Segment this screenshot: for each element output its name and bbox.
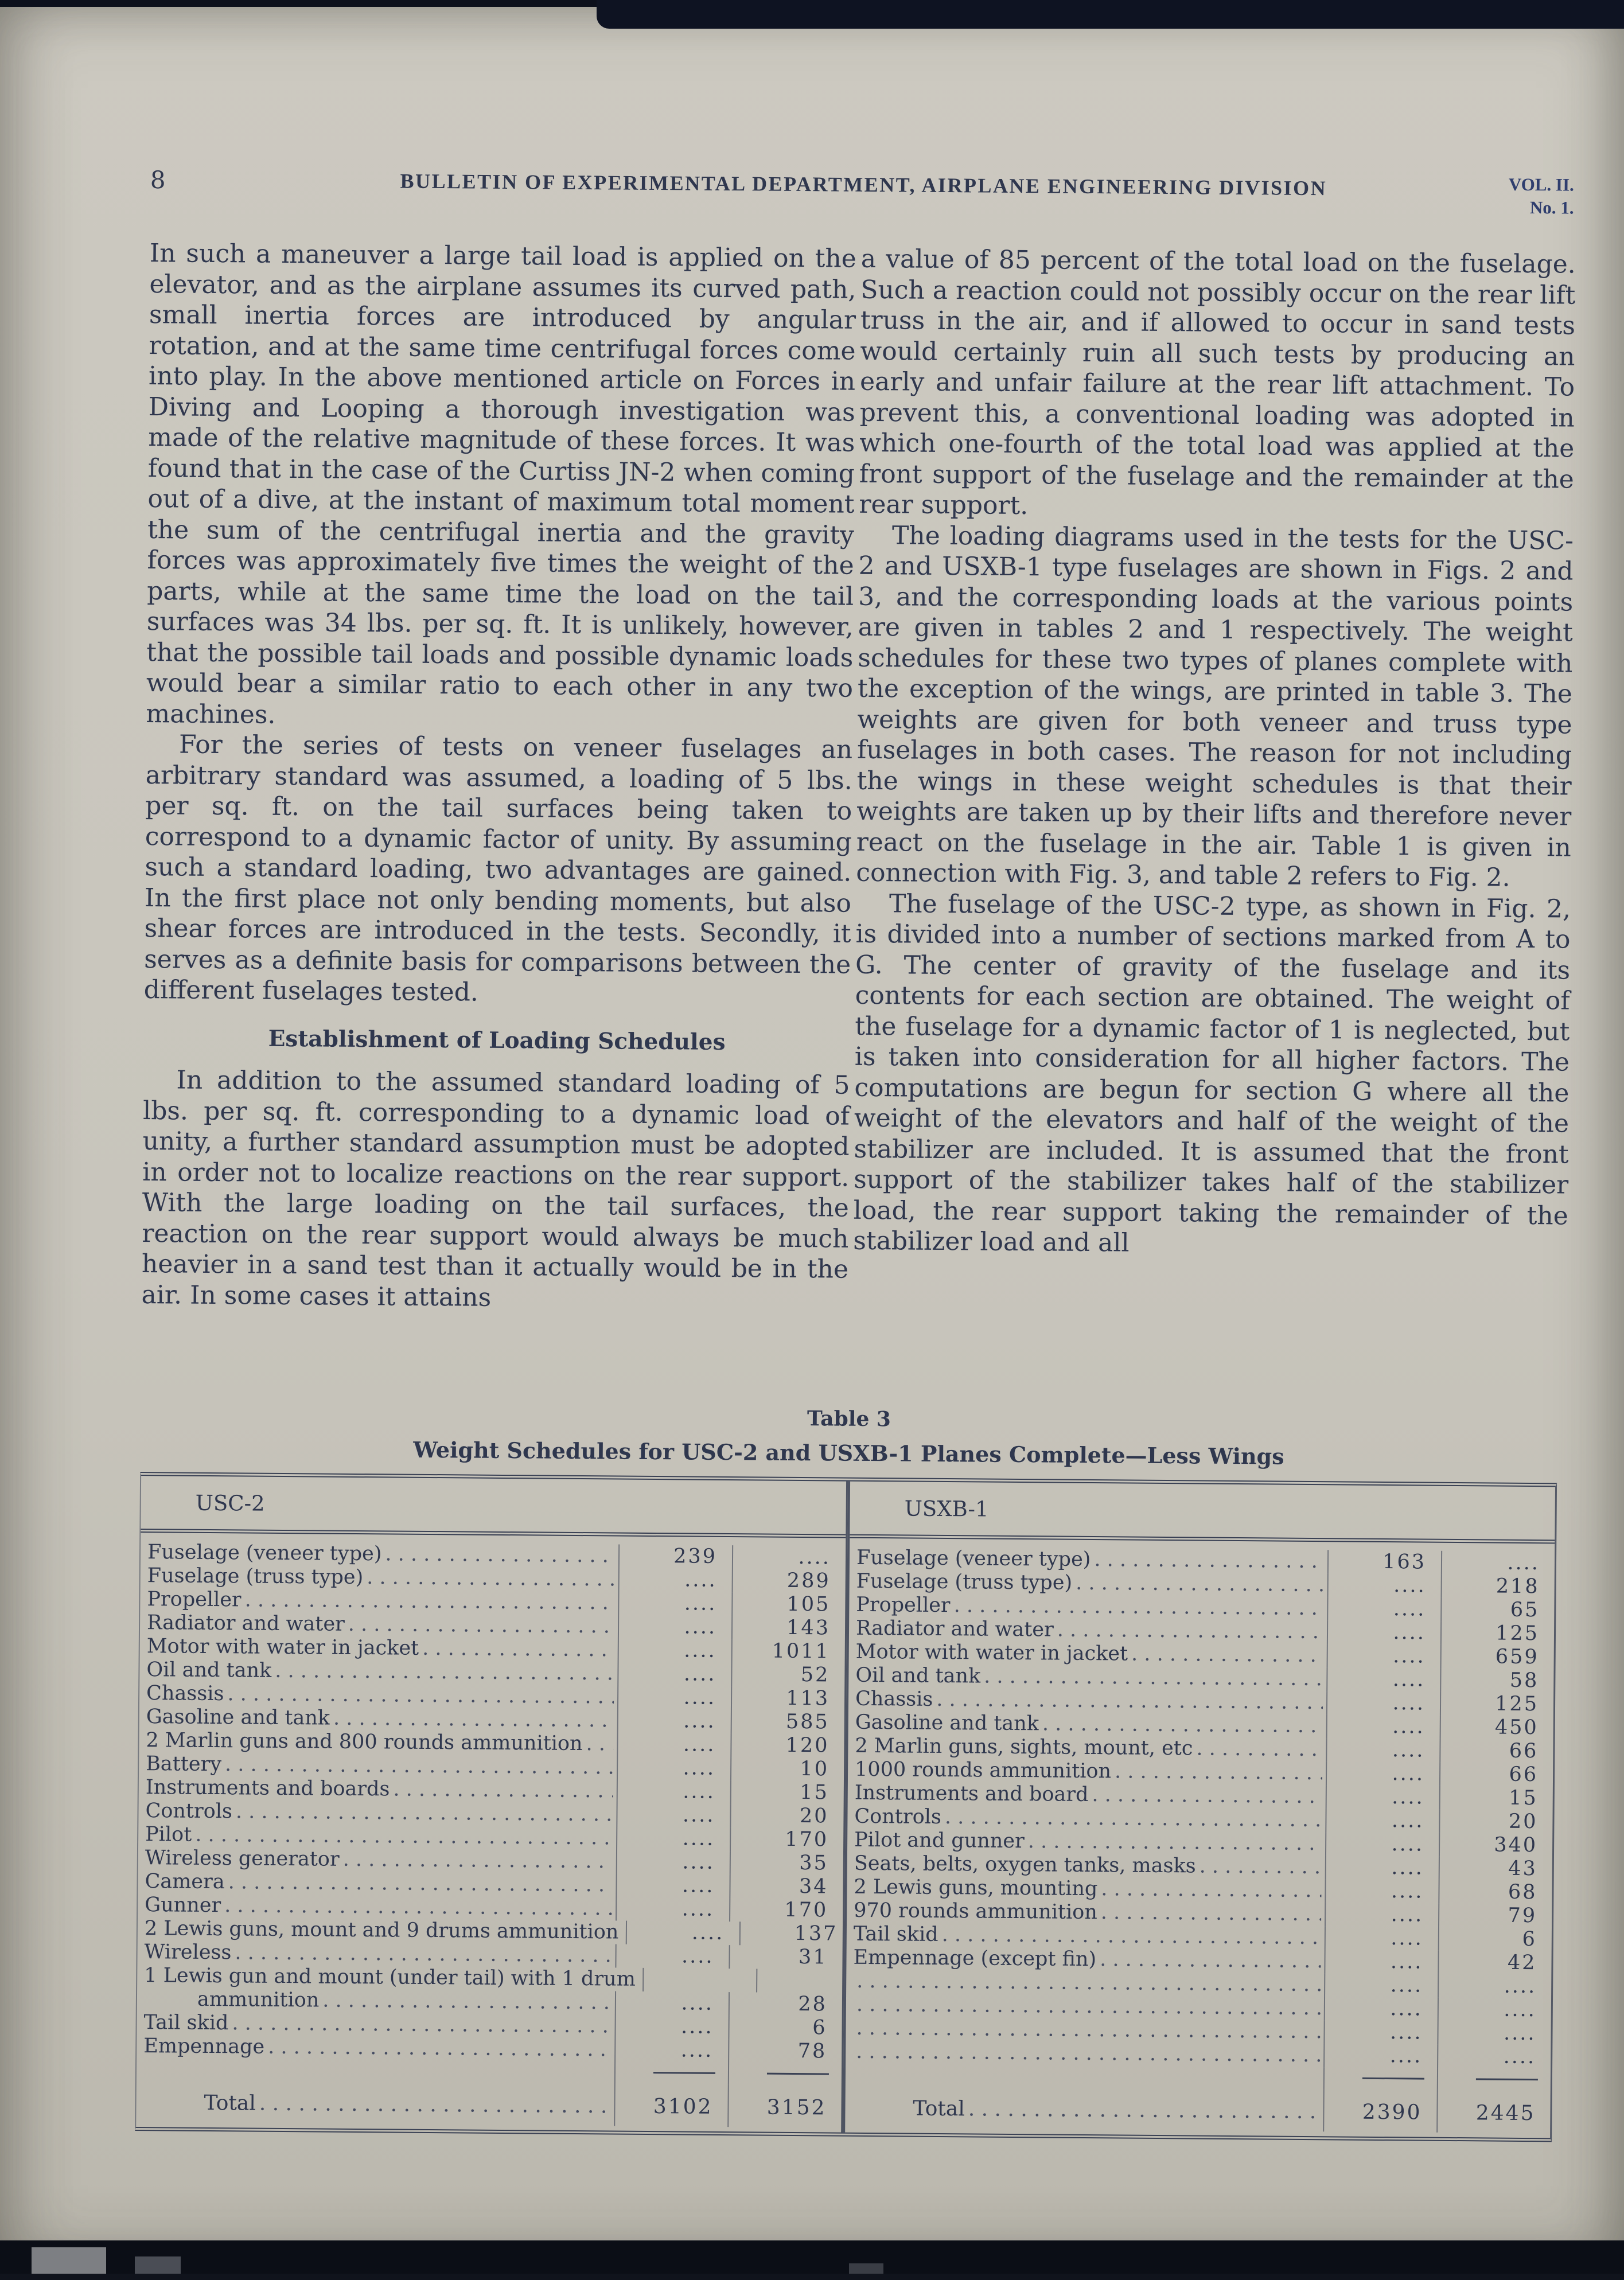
volume-issue — [1450, 173, 1574, 220]
table3-subtitle: Weight Schedules for USC-2 and USXB-1 Planes Complete—Less Wings — [140, 1435, 1557, 1471]
row-label: Wireless generator — [138, 1846, 340, 1872]
veneer-weight-cell: .... — [616, 1827, 730, 1852]
row-label: Propeller — [140, 1588, 242, 1612]
truss-weight-cell — [728, 2063, 842, 2086]
row-label: Oil and tank — [848, 1664, 980, 1689]
row-label: Tail skid — [137, 2011, 228, 2035]
veneer-weight-cell: .... — [1327, 1597, 1440, 1622]
truss-weight-cell: 42 — [1438, 1951, 1551, 1975]
photo-bottom-artifact — [849, 2263, 883, 2274]
column-left — [141, 238, 856, 1316]
veneer-weight-cell: 3102 — [614, 2084, 728, 2127]
truss-weight-cell: 125 — [1440, 1622, 1554, 1646]
truss-weight-cell: 1011 — [731, 1639, 845, 1664]
truss-weight-cell: 170 — [730, 1827, 843, 1852]
truss-weight-cell: 3152 — [727, 2084, 842, 2128]
veneer-weight-cell: .... — [1324, 1973, 1438, 1998]
veneer-weight-cell: .... — [617, 1686, 731, 1710]
dot-leader — [941, 1923, 1321, 1950]
veneer-weight-cell: .... — [1325, 1856, 1439, 1880]
veneer-weight-cell: .... — [1325, 1809, 1439, 1833]
veneer-weight-cell: .... — [617, 1709, 731, 1734]
truss-weight-cell: 43 — [1439, 1857, 1552, 1881]
row-label: Propeller — [849, 1593, 951, 1618]
dot-leader — [1094, 1548, 1324, 1573]
row-label: Fuselage (veneer type) — [850, 1546, 1091, 1572]
veneer-weight-cell: .... — [1326, 1691, 1440, 1716]
dot-leader — [1101, 1877, 1321, 1903]
header-title: BULLETIN OF EXPERIMENTAL DEPARTMENT, AIRPLANE ENGINEERING DIVISION — [276, 163, 1451, 201]
veneer-weight-cell: .... — [1324, 1997, 1438, 2021]
row-label: Gunner — [138, 1893, 221, 1917]
page-number: 8 — [150, 162, 276, 195]
row-label: Chassis — [848, 1687, 933, 1712]
dot-leader — [385, 1542, 615, 1568]
dot-leader — [227, 1682, 614, 1709]
truss-weight-cell: 10 — [730, 1757, 844, 1782]
table-row — [845, 2086, 1551, 2134]
column-right — [853, 244, 1576, 1262]
veneer-weight-cell: .... — [618, 1615, 731, 1640]
veneer-weight-cell: .... — [1326, 1785, 1439, 1810]
truss-weight-cell — [1437, 2068, 1551, 2091]
veneer-weight-cell: .... — [1323, 2020, 1437, 2045]
veneer-weight-cell: .... — [617, 1662, 731, 1687]
dot-leader — [945, 1806, 1322, 1832]
truss-weight-cell: .... — [732, 1545, 846, 1570]
veneer-weight-cell: .... — [617, 1756, 730, 1781]
veneer-weight-cell: .... — [615, 1944, 729, 1969]
veneer-weight-cell: 239 — [618, 1545, 732, 1569]
dot-leader — [367, 1566, 615, 1591]
row-label: Oil and tank — [139, 1658, 271, 1683]
dot-leader — [1115, 1760, 1322, 1785]
veneer-weight-cell: .... — [1324, 1950, 1438, 1974]
table3-usc2 — [136, 1476, 848, 2133]
veneer-weight-cell: .... — [1327, 1620, 1440, 1645]
dot-leader — [275, 1659, 614, 1686]
row-label: 2 Lewis guns, mount and 9 drums ammunition — [138, 1917, 619, 1944]
row-label: Empennage (except fin) — [846, 1946, 1096, 1971]
veneer-weight-cell: .... — [1327, 1573, 1441, 1598]
row-label: Controls — [847, 1805, 941, 1829]
truss-weight-cell: 68 — [1438, 1880, 1552, 1905]
veneer-weight-cell: .... — [616, 1850, 730, 1875]
row-label: Seats, belts, oxygen tanks, masks — [847, 1852, 1196, 1878]
row-label: Camera — [138, 1870, 224, 1894]
issue-label: No. 1. — [1450, 196, 1574, 220]
dot-leader — [224, 1894, 612, 1920]
dot-leader — [1057, 1619, 1324, 1644]
veneer-weight-cell — [642, 1968, 756, 1993]
veneer-weight-cell: 163 — [1327, 1550, 1441, 1574]
dot-leader — [856, 2040, 1320, 2067]
truss-weight-cell: 52 — [731, 1663, 844, 1687]
truss-weight-cell: 659 — [1440, 1645, 1554, 1670]
truss-weight-cell: 15 — [1439, 1786, 1553, 1811]
dot-leader — [259, 2081, 611, 2126]
veneer-weight-cell: .... — [1327, 1644, 1440, 1669]
veneer-weight-cell: .... — [1323, 2044, 1437, 2068]
row-label: 2 Marlin guns, sights, mount, etc — [848, 1735, 1193, 1761]
row-label: Instruments and board — [848, 1782, 1089, 1807]
volume-label: VOL. II. — [1451, 173, 1574, 197]
truss-weight-cell: 65 — [1440, 1598, 1554, 1623]
row-label: Motor with water in jacket — [140, 1635, 419, 1661]
veneer-weight-cell: .... — [618, 1568, 732, 1593]
row-label: Controls — [138, 1799, 232, 1823]
page-header — [150, 162, 1574, 219]
veneer-weight-cell: .... — [1326, 1761, 1439, 1786]
row-label — [846, 2064, 852, 2086]
veneer-weight-cell: .... — [1325, 1903, 1438, 1927]
photo-bottom-edge — [0, 2240, 1624, 2274]
veneer-weight-cell: .... — [617, 1780, 730, 1804]
row-label: Chassis — [139, 1682, 224, 1706]
row-label: Wireless — [137, 1940, 231, 1965]
truss-weight-cell: 218 — [1441, 1574, 1555, 1599]
section-heading: Establishment of Loading Schedules — [143, 1023, 850, 1059]
veneer-weight-cell: .... — [625, 1921, 739, 1946]
dot-leader — [195, 1823, 613, 1850]
row-label: Empennage — [137, 2035, 264, 2059]
veneer-weight-cell: .... — [615, 1991, 729, 2016]
dot-leader — [147, 2058, 611, 2083]
dot-leader — [1199, 1855, 1322, 1880]
truss-weight-cell: 585 — [731, 1710, 844, 1735]
truss-weight-cell: 125 — [1440, 1692, 1553, 1717]
table3-title: Table 3 — [141, 1401, 1557, 1436]
truss-weight-cell: 58 — [1440, 1669, 1553, 1693]
truss-weight-cell: .... — [1438, 1998, 1551, 2022]
truss-weight-cell: 143 — [731, 1616, 845, 1640]
row-label: 2 Marlin guns and 800 rounds ammunition — [139, 1729, 582, 1756]
usxb1-header: USXB-1 — [850, 1482, 1555, 1544]
dot-leader — [245, 1588, 615, 1615]
dot-leader — [422, 1637, 614, 1662]
row-label: 1 Lewis gun and mount (under tail) with 1 drum — [137, 1964, 636, 1991]
row-label — [137, 2058, 143, 2080]
dot-leader — [1028, 1830, 1322, 1856]
dot-leader — [393, 1778, 613, 1803]
dot-leader — [268, 2036, 611, 2062]
dot-leader — [856, 1970, 1321, 1997]
truss-weight-cell: 20 — [1439, 1810, 1552, 1834]
veneer-weight-cell: 2390 — [1323, 2089, 1437, 2133]
row-label: Total — [136, 2080, 256, 2123]
truss-weight-cell: .... — [1441, 1551, 1555, 1576]
row-label: Tail skid — [847, 1923, 938, 1947]
veneer-weight-cell: .... — [616, 1897, 729, 1922]
usc2-rows — [136, 1533, 846, 2133]
dot-leader — [343, 1848, 613, 1874]
truss-weight-cell: 28 — [729, 1992, 842, 2017]
row-label: Fuselage (truss type) — [850, 1570, 1073, 1595]
truss-weight-cell: 105 — [731, 1592, 845, 1617]
truss-weight-cell: 34 — [729, 1874, 843, 1899]
row-label: Radiator and water — [140, 1611, 345, 1636]
row-label: Battery — [139, 1752, 221, 1776]
row-label: Gasoline and tank — [139, 1705, 330, 1731]
dot-leader — [322, 1989, 612, 2015]
dot-leader — [1042, 1712, 1323, 1738]
truss-weight-cell: 120 — [730, 1733, 844, 1758]
paragraph: For the series of tests on veneer fuselages an arbitrary standard was assumed, a loading of 5 lbs. per sq. ft. on the tail surfaces being taken to correspond to a dynamic factor of unity. By assuming such a standard loading, two advantages are gained. In the first place not only bending moments, but also shear forces are introduced in the tests. Secondly, it serves as a definite basis for comparisons between the different fuselages tested. — [144, 729, 853, 1011]
truss-weight-cell: 113 — [731, 1686, 844, 1711]
row-label: 970 rounds ammunition — [847, 1899, 1097, 1924]
dot-leader — [856, 1993, 1321, 2020]
table-row — [136, 2080, 842, 2128]
veneer-weight-cell: .... — [616, 1803, 730, 1828]
dot-leader — [984, 1665, 1323, 1692]
dot-leader — [236, 1800, 613, 1826]
dot-leader — [232, 2012, 612, 2038]
truss-weight-cell: 66 — [1439, 1763, 1553, 1787]
usc2-header: USC-2 — [141, 1476, 846, 1538]
usxb1-rows — [845, 1538, 1555, 2138]
truss-weight-cell: 6 — [728, 2016, 842, 2040]
row-label: Instruments and boards — [139, 1776, 390, 1801]
veneer-weight-cell: .... — [614, 2039, 728, 2063]
dot-leader — [936, 1688, 1323, 1714]
row-label — [846, 2040, 852, 2064]
dot-leader — [348, 1613, 615, 1639]
dot-leader — [1076, 1572, 1324, 1597]
truss-weight-cell: 78 — [728, 2039, 842, 2064]
truss-weight-cell: .... — [1437, 2045, 1551, 2069]
truss-weight-cell: 2445 — [1436, 2090, 1551, 2134]
truss-weight-cell: 31 — [729, 1945, 842, 1970]
table3-usxb1 — [843, 1482, 1555, 2138]
dot-leader — [1092, 1783, 1322, 1809]
row-label — [846, 1993, 853, 2017]
veneer-weight-cell: .... — [618, 1592, 731, 1616]
dot-leader — [1196, 1737, 1322, 1761]
table3 — [135, 1401, 1557, 2142]
paragraph: In such a maneuver a large tail load is applied on the elevator, and as the airplane assumes its curved path, small inertia forces are introduced by angular rotation, and at the same time centrifugal forces come into play. In the above mentioned article on Forces in Diving and Looping a thorough investigation was made of the relative magnitude of these forces. It was found that in the case of the Curtiss JN-2 when coming out of a dive, at the instant of maximum total moment the sum of the centrifugal inertia and the gravity forces was approximately five times the weight of the parts, while at the same time the load on the tail surfaces was 34 lbs. per sq. ft. It is unlikely, however, that the possible tail loads and possible dynamic loads would bear a similar ratio to each other in any two machines. — [146, 238, 856, 735]
dot-leader — [333, 1707, 614, 1733]
row-label: 1000 rounds ammunition — [848, 1758, 1111, 1784]
paragraph: The fuselage of the USC-2 type, as shown in Fig. 2, is divided into a number of sections marked from A to G. The center of gravity of the fuselage and its contents for each section are obtained. The weight of the fuselage for a dynamic factor of 1 is neglected, but is taken into consideration for all higher factors. The computations are begun for section G where all the weight of the elevators and half of the weight of the stabilizer are included. It is assumed that the front support of the stabilizer takes half of the stabilizer load, the rear support taking the remainder of the stabilizer load and all — [853, 888, 1571, 1262]
truss-weight-cell: 137 — [739, 1922, 852, 1946]
row-label — [846, 2017, 852, 2040]
dot-leader — [1101, 1901, 1322, 1926]
truss-weight-cell: 20 — [730, 1804, 843, 1829]
veneer-weight-cell: .... — [1325, 1879, 1438, 1904]
truss-weight-cell: 79 — [1438, 1904, 1552, 1928]
truss-weight-cell: 450 — [1440, 1716, 1553, 1740]
truss-weight-cell — [756, 1969, 870, 1993]
row-label: Gasoline and tank — [848, 1711, 1039, 1736]
veneer-weight-cell: .... — [1325, 1926, 1438, 1951]
truss-weight-cell: 66 — [1439, 1739, 1553, 1764]
dot-leader — [228, 1870, 613, 1897]
veneer-weight-cell — [1323, 2067, 1437, 2090]
veneer-weight-cell: .... — [1325, 1832, 1439, 1857]
truss-weight-cell: 35 — [730, 1851, 843, 1876]
dot-leader — [968, 2086, 1320, 2131]
paragraph: The loading diagrams used in the tests for the USC-2 and USXB-1 type fuselages are shown in Figs. 2 and 3, and the corresponding loads at the various points are given in tables 2 and 1 respectively. The weight schedules for these two types of planes complete with the exception of the wings, are printed in table 3. The weights are given for both veneer and truss type fuselages in both cases. The reason for not including the wings in these weight schedules is that their weights are taken up by their lifts and therefore never react on the fuselage in the air. Table 1 is given in connection with Fig. 3, and table 2 refers to Fig. 2. — [856, 520, 1574, 894]
row-label: Total — [845, 2086, 965, 2129]
truss-weight-cell: 6 — [1438, 1927, 1552, 1952]
dot-leader — [225, 1753, 613, 1779]
row-label: 2 Lewis guns, mounting — [847, 1876, 1097, 1901]
paragraph: a value of 85 percent of the total load on the fuselage. Such a reaction could not possibly occur on the rear lift truss in the air, and if allowed to occur in sand tests would certainly ruin all such tests by producing an early and unfair failure at the rear lift attachment. To prevent this, a conventional loading was adopted in which one-fourth of the total load was applied at the front support of the fuselage and the remainder at the rear support. — [859, 244, 1576, 525]
row-label: Radiator and water — [849, 1617, 1054, 1642]
dot-leader — [1100, 1948, 1321, 1973]
dot-leader — [856, 2064, 1320, 2089]
dot-leader — [856, 2017, 1320, 2044]
dot-leader — [1131, 1643, 1323, 1668]
row-label: Fuselage (truss type) — [141, 1564, 364, 1589]
truss-weight-cell: .... — [1438, 1974, 1551, 1999]
truss-weight-cell: .... — [1437, 2021, 1551, 2046]
veneer-weight-cell: .... — [618, 1639, 731, 1663]
photo-bottom-artifact — [32, 2247, 106, 2274]
row-label: ammunition — [137, 1987, 320, 2012]
veneer-weight-cell: .... — [616, 1874, 729, 1899]
row-label: Motor with water in jacket — [849, 1640, 1128, 1666]
truss-weight-cell: 170 — [729, 1898, 843, 1923]
veneer-weight-cell — [614, 2062, 728, 2085]
row-label: Fuselage (veneer type) — [141, 1541, 382, 1566]
row-label: Pilot — [138, 1823, 192, 1847]
paragraph: In addition to the assumed standard loading of 5 lbs. per sq. ft. corresponding to a dynamic load of unity, a further standard assumption must be adopted in order not to localize reactions on the rear support. With the large loading on the tail surfaces, the reaction on the rear support would always be much heavier in a sand test than it actually would be in the air. In some cases it attains — [141, 1065, 850, 1316]
dot-leader — [235, 1941, 612, 1967]
photo-bottom-artifact — [135, 2256, 181, 2274]
veneer-weight-cell: .... — [1326, 1714, 1440, 1739]
truss-weight-cell: 340 — [1439, 1833, 1552, 1858]
veneer-weight-cell: .... — [617, 1733, 730, 1757]
truss-weight-cell: 15 — [730, 1780, 844, 1805]
table3-grid — [135, 1472, 1557, 2142]
dot-leader — [954, 1594, 1324, 1620]
truss-weight-cell: 289 — [732, 1569, 846, 1593]
veneer-weight-cell: .... — [614, 2015, 728, 2040]
row-label: Pilot and gunner — [847, 1829, 1025, 1853]
veneer-weight-cell: .... — [1326, 1667, 1440, 1692]
dot-leader — [586, 1732, 613, 1756]
veneer-weight-cell: .... — [1326, 1738, 1439, 1763]
